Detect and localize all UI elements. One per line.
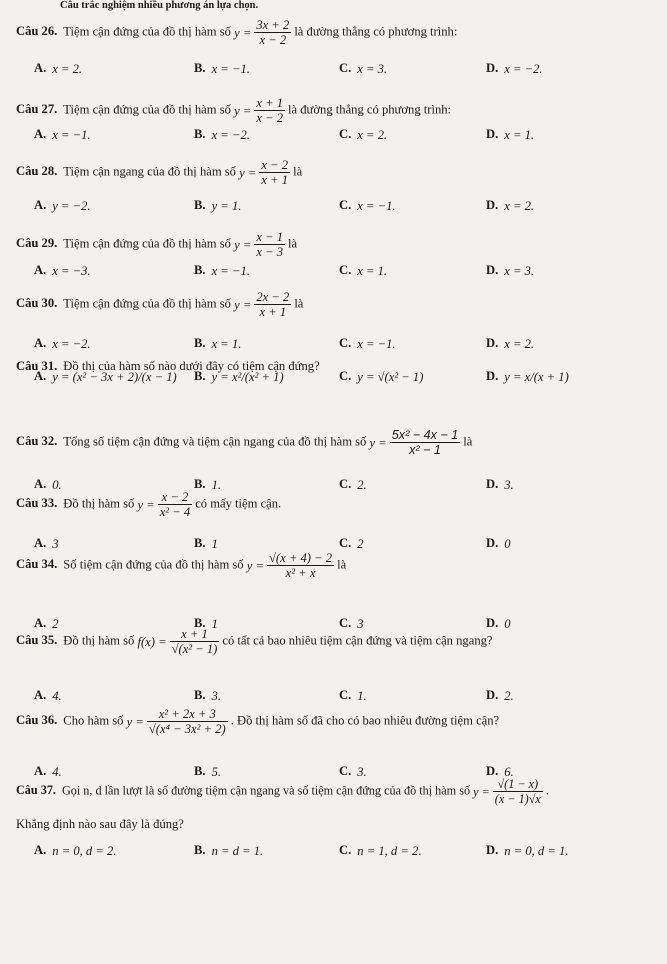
fraction <box>147 707 228 736</box>
option-label: B. <box>194 198 206 212</box>
question-number: Câu 33. <box>16 496 58 511</box>
option-value: x = 3. <box>504 264 535 279</box>
answer-options <box>34 685 654 705</box>
option-label: A. <box>34 61 47 75</box>
answer-option-d[interactable] <box>486 333 534 354</box>
question-33 <box>16 490 656 519</box>
option-value: 0 <box>504 537 511 552</box>
answer-option-a[interactable] <box>34 195 91 216</box>
option-value: 4. <box>52 765 62 780</box>
option-label: B. <box>194 61 206 75</box>
answer-option-b[interactable] <box>194 195 241 216</box>
answer-option-d[interactable] <box>486 685 514 706</box>
option-label: D. <box>486 477 499 491</box>
fraction <box>170 627 220 656</box>
option-value: n = 0, d = 2. <box>52 844 117 859</box>
option-value: 3 <box>52 537 59 552</box>
numerator: 2x − 2 <box>256 290 290 304</box>
function-name: y = <box>126 714 144 729</box>
option-value: 2 <box>357 537 364 552</box>
option-label: C. <box>339 61 352 75</box>
option-value: x = 2. <box>52 62 83 77</box>
denominator: x − 2 <box>256 111 284 125</box>
question-34 <box>16 551 656 580</box>
option-label: A. <box>34 127 47 141</box>
option-label: D. <box>486 198 499 212</box>
option-value: 6. <box>504 765 514 780</box>
option-label: A. <box>34 336 47 350</box>
answer-options <box>34 260 654 280</box>
option-value: 3. <box>357 765 367 780</box>
function-name: f(x) = <box>137 634 167 649</box>
question-26 <box>16 18 656 47</box>
answer-option-a[interactable] <box>34 260 91 281</box>
denominator: x² − 4 <box>159 505 191 519</box>
denominator: x − 2 <box>259 33 287 47</box>
answer-option-a[interactable] <box>34 58 82 79</box>
answer-options <box>34 533 654 553</box>
option-value: x = 3. <box>357 62 388 77</box>
option-label: B. <box>194 843 206 857</box>
answer-option-c[interactable] <box>339 195 396 216</box>
question-28 <box>16 158 656 187</box>
option-label: B. <box>194 616 206 630</box>
numerator: √(x + 4) − 2 <box>269 551 333 565</box>
question-text-end: là đường thẳng có phương trình: <box>288 102 452 117</box>
option-value: n = 1, d = 2. <box>357 844 422 859</box>
option-value: y = (x² − 3x + 2)/(x − 1) <box>52 370 177 385</box>
answer-option-a[interactable] <box>34 840 116 861</box>
fraction <box>267 551 334 580</box>
answer-option-c[interactable] <box>339 840 421 861</box>
option-label: D. <box>486 616 499 630</box>
option-label: C. <box>339 263 352 277</box>
function-name: y = <box>246 558 265 573</box>
question-text: Tổng số tiệm cận đứng và tiệm cận ngang của đồ thị hàm số <box>63 434 367 449</box>
question-text-end: là <box>288 236 298 251</box>
option-label: B. <box>194 764 206 778</box>
option-label: A. <box>34 764 47 778</box>
option-label: C. <box>339 616 352 630</box>
question-number: Câu 35. <box>16 633 58 648</box>
answer-option-d[interactable] <box>486 58 543 79</box>
answer-option-b[interactable] <box>194 58 250 79</box>
function-name: y = <box>234 297 252 312</box>
fraction <box>254 290 291 319</box>
function-name: y = <box>234 25 252 40</box>
answer-option-c[interactable] <box>339 685 367 706</box>
answer-option-b[interactable] <box>194 366 284 387</box>
numerator: 3x + 2 <box>256 18 290 32</box>
function-name: y = <box>234 103 252 118</box>
question-text-end: là <box>463 434 473 449</box>
option-label: D. <box>486 536 499 550</box>
answer-options <box>34 124 654 144</box>
option-label: A. <box>34 198 47 212</box>
denominator: x² − 1 <box>409 443 441 457</box>
option-value: 1 <box>211 617 218 632</box>
option-label: C. <box>339 198 352 212</box>
question-text: Gọi n, d lần lượt là số đường tiệm cận ngang và số tiệm cận đứng của đồ thị hàm số <box>61 783 471 798</box>
numerator: x² + 2x + 3 <box>147 707 228 722</box>
answer-options <box>34 333 654 353</box>
option-label: A. <box>34 536 47 550</box>
option-value: 1. <box>357 689 367 704</box>
answer-option-b[interactable] <box>194 685 221 706</box>
numerator: x − 2 <box>261 158 289 172</box>
answer-option-d[interactable] <box>486 260 534 281</box>
option-label: B. <box>194 688 206 702</box>
answer-option-d[interactable] <box>486 195 534 216</box>
question-text: Tiệm cận đứng của đồ thị hàm số <box>63 102 231 117</box>
question-29 <box>16 230 656 259</box>
question-text: Số tiệm cận đứng của đồ thị hàm số <box>63 557 244 572</box>
function-name: y = <box>239 165 257 180</box>
question-number: Câu 28. <box>16 164 58 179</box>
question-32 <box>16 428 656 457</box>
option-value: 3 <box>357 617 364 632</box>
option-label: A. <box>34 263 47 277</box>
option-label: D. <box>486 688 499 702</box>
question-35 <box>16 627 656 656</box>
option-label: B. <box>194 336 206 350</box>
option-value: 2. <box>357 478 367 493</box>
answer-options <box>34 840 654 860</box>
option-value: x = 1. <box>504 128 535 143</box>
answer-option-c[interactable] <box>339 58 387 79</box>
question-number: Câu 32. <box>16 434 58 449</box>
option-value: 2 <box>52 617 59 632</box>
answer-options <box>34 58 654 78</box>
question-text-end: có mấy tiệm cận. <box>195 496 282 511</box>
fraction <box>254 96 285 125</box>
option-value: n = 0, d = 1. <box>504 844 569 859</box>
question-text: Tiệm cận đứng của đồ thị hàm số <box>63 24 231 39</box>
question-30 <box>16 290 656 319</box>
question-number: Câu 34. <box>16 557 58 572</box>
question-text: Tiệm cận đứng của đồ thị hàm số <box>63 296 231 311</box>
question-number: Câu 29. <box>16 236 58 251</box>
question-text-end: là <box>293 164 303 179</box>
option-value: x = −1. <box>211 62 250 77</box>
function-name: y = <box>473 784 490 799</box>
denominator: x² + x <box>285 566 316 580</box>
option-label: A. <box>34 616 47 630</box>
option-label: D. <box>486 61 499 75</box>
answer-option-d[interactable] <box>486 124 534 145</box>
question-number: Câu 30. <box>16 296 58 311</box>
denominator: √(x⁴ − 3x² + 2) <box>148 722 226 736</box>
option-value: x = 2. <box>504 199 535 214</box>
fraction <box>390 428 461 457</box>
option-label: B. <box>194 263 206 277</box>
question-27 <box>16 96 656 125</box>
question-text-end: . Đồ thị hàm số đã cho có bao nhiêu đường tiệm cận? <box>230 713 500 728</box>
option-value: x = −2. <box>504 62 543 77</box>
numerator: x + 1 <box>256 96 284 110</box>
numerator: √(1 − x) <box>493 777 543 792</box>
question-text-end: có tất cả bao nhiêu tiệm cận đứng và tiệm cận ngang? <box>222 633 493 648</box>
option-value: x = 2. <box>504 337 535 352</box>
question-number: Câu 37. <box>16 783 56 798</box>
answer-option-b[interactable] <box>194 124 250 145</box>
option-value: y = x²/(x² + 1) <box>211 370 284 385</box>
option-value: x = −1. <box>52 128 91 143</box>
question-text-end: là <box>337 557 347 572</box>
option-label: A. <box>34 843 47 857</box>
answer-option-c[interactable] <box>339 366 423 387</box>
option-value: x = −1. <box>357 199 396 214</box>
answer-option-c[interactable] <box>339 124 387 145</box>
fraction <box>259 158 290 187</box>
answer-option-a[interactable] <box>34 685 62 706</box>
option-label: C. <box>339 688 352 702</box>
question-text: Tiệm cận đứng của đồ thị hàm số <box>63 236 231 251</box>
option-value: x = −2. <box>52 337 91 352</box>
question-text: Đồ thị hàm số <box>63 496 135 511</box>
section-header: Câu trắc nghiệm nhiều phương án lựa chọn. <box>60 0 259 11</box>
option-value: y = √(x² − 1) <box>357 370 424 385</box>
option-label: C. <box>339 764 352 778</box>
option-value: 1. <box>211 478 222 493</box>
option-value: x = −1. <box>357 337 396 352</box>
option-value: 0 <box>504 617 511 632</box>
option-value: 0. <box>52 478 62 493</box>
option-label: C. <box>339 477 352 491</box>
option-value: n = d = 1. <box>211 844 264 859</box>
answer-option-a[interactable] <box>34 366 177 387</box>
option-label: B. <box>194 369 206 383</box>
option-value: 2. <box>504 689 514 704</box>
answer-option-b[interactable] <box>194 840 263 861</box>
option-value: x = −3. <box>52 264 91 279</box>
numerator: x − 2 <box>158 490 192 505</box>
option-label: D. <box>486 127 499 141</box>
option-label: D. <box>486 263 499 277</box>
option-label: B. <box>194 127 206 141</box>
answer-option-d[interactable] <box>486 366 569 387</box>
answer-option-b[interactable] <box>194 260 250 281</box>
question-text-end: . <box>545 783 549 798</box>
option-label: B. <box>194 477 206 491</box>
question-text: Cho hàm số <box>63 713 124 728</box>
option-value: 4. <box>52 689 62 704</box>
fraction <box>493 777 543 806</box>
numerator: 5x² − 4x − 1 <box>391 428 459 442</box>
option-value: x = −1. <box>211 264 250 279</box>
function-name: y = <box>369 435 387 450</box>
question-text: Đồ thị hàm số <box>63 633 135 648</box>
question-text: Tiệm cận ngang của đồ thị hàm số <box>63 164 236 179</box>
option-label: D. <box>486 369 499 383</box>
denominator: x + 1 <box>261 173 289 187</box>
option-label: B. <box>194 536 206 550</box>
function-name: y = <box>137 497 155 512</box>
option-value: y = x/(x + 1) <box>504 370 569 385</box>
function-name: y = <box>234 237 252 252</box>
question-followup: Khẳng định nào sau đây là đúng? <box>16 817 184 831</box>
fraction <box>254 18 291 47</box>
option-value: y = 1. <box>211 199 242 214</box>
option-value: x = −2. <box>211 128 250 143</box>
option-label: C. <box>339 369 352 383</box>
question-number: Câu 27. <box>16 102 58 117</box>
answer-option-a[interactable] <box>34 124 91 145</box>
option-value: y = −2. <box>52 199 91 214</box>
numerator: x − 1 <box>256 230 284 244</box>
denominator: x + 1 <box>259 305 287 319</box>
question-37 <box>16 777 656 806</box>
option-value: 3. <box>211 689 222 704</box>
fraction <box>254 230 285 259</box>
question-number: Câu 36. <box>16 713 58 728</box>
fraction <box>158 490 192 519</box>
option-label: A. <box>34 477 47 491</box>
option-label: C. <box>339 536 352 550</box>
numerator: x + 1 <box>170 627 220 642</box>
option-label: A. <box>34 688 47 702</box>
answer-options <box>34 366 654 386</box>
option-label: A. <box>34 369 47 383</box>
answer-option-d[interactable] <box>486 840 568 861</box>
question-36 <box>16 707 656 736</box>
option-value: x = 2. <box>357 128 388 143</box>
question-text: Đồ thị của hàm số nào dưới đây có tiệm cận đứng? <box>63 359 320 373</box>
option-value: 1 <box>211 537 218 552</box>
question-number: Câu 26. <box>16 24 58 39</box>
answer-option-c[interactable] <box>339 333 396 354</box>
option-label: C. <box>339 127 352 141</box>
answer-option-a[interactable] <box>34 333 91 354</box>
option-label: D. <box>486 843 499 857</box>
denominator: √(x² − 1) <box>171 642 218 656</box>
option-label: C. <box>339 843 352 857</box>
denominator: (x − 1)√x <box>494 792 541 806</box>
question-number: Câu 31. <box>16 359 58 373</box>
question-text-end: là đường thẳng có phương trình: <box>294 24 458 39</box>
answer-options <box>34 195 654 215</box>
option-label: D. <box>486 336 499 350</box>
answer-option-c[interactable] <box>339 260 387 281</box>
denominator: x − 3 <box>256 245 284 259</box>
option-value: 5. <box>211 765 222 780</box>
answer-option-b[interactable] <box>194 333 241 354</box>
option-label: D. <box>486 764 499 778</box>
option-value: x = 1. <box>357 264 388 279</box>
option-value: x = 1. <box>211 337 242 352</box>
question-text-end: là <box>294 296 304 311</box>
option-value: 3. <box>504 478 514 493</box>
option-label: C. <box>339 336 352 350</box>
